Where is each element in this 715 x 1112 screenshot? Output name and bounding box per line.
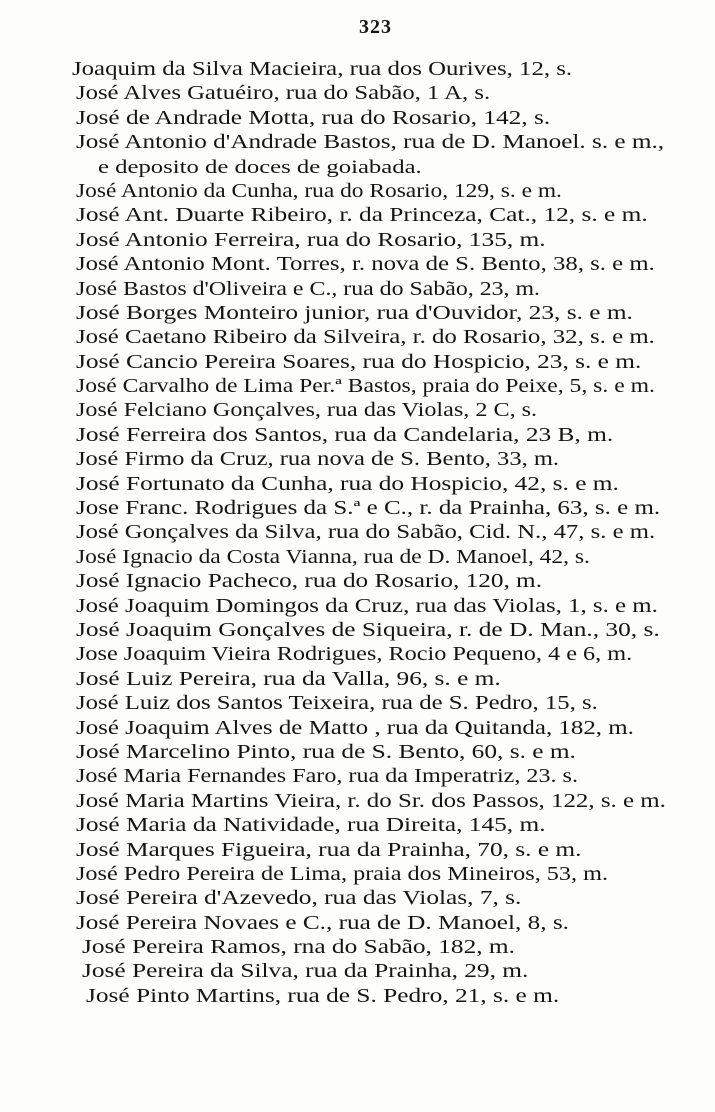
directory-entry xyxy=(0,424,715,448)
directory-entry xyxy=(0,375,715,399)
directory-entry xyxy=(0,399,715,423)
directory-entry xyxy=(0,278,715,302)
directory-entries xyxy=(0,58,715,1009)
entry-text: José Joaquim Gonçalves de Siqueira, r. de D. Man., 30, s. xyxy=(76,619,660,641)
entry-text: José Ant. Duarte Ribeiro, r. da Princeza, Cat., 12, s. e m. xyxy=(76,205,648,227)
directory-entry xyxy=(0,448,715,472)
directory-entry xyxy=(0,985,715,1009)
directory-entry xyxy=(0,302,715,326)
entry-text: José Antonio Mont. Torres, r. nova de S. Bento, 38, s. e m. xyxy=(76,254,655,276)
directory-entry xyxy=(0,741,715,765)
directory-entry xyxy=(0,960,715,984)
directory-entry xyxy=(0,473,715,497)
entry-text: José Ignacio Pacheco, rua do Rosario, 120, m. xyxy=(76,571,543,593)
directory-entry xyxy=(0,82,715,106)
directory-entry xyxy=(0,643,715,667)
entry-text: José Marques Figueira, rua da Prainha, 70, s. e m. xyxy=(76,839,582,861)
entry-text: José Maria da Natividade, rua Direita, 145, m. xyxy=(76,815,546,837)
entry-text: José Bastos d'Oliveira e C., rua do Sabão, 23, m. xyxy=(76,278,540,300)
entry-text: José Borges Monteiro junior, rua d'Ouvidor, 23, s. e m. xyxy=(76,302,633,324)
entry-text: José Ignacio da Costa Vianna, rua de D. Manoel, 42, s. xyxy=(76,546,590,568)
entry-text: José Luiz dos Santos Teixeira, rua de S. Pedro, 15, s. xyxy=(76,693,598,715)
entry-text: José Pereira da Silva, rua da Prainha, 29, m. xyxy=(82,961,529,983)
entry-text: José Antonio da Cunha, rua do Rosario, 129, s. e m. xyxy=(76,180,562,202)
directory-entry xyxy=(0,936,715,960)
directory-entry xyxy=(0,204,715,228)
directory-entry xyxy=(0,595,715,619)
directory-entry xyxy=(0,546,715,570)
entry-text: José Antonio d'Andrade Bastos, rua de D. Manoel. s. e m., xyxy=(76,132,665,154)
entry-text: José de Andrade Motta, rua do Rosario, 142, s. xyxy=(76,107,551,129)
entry-text: José Pereira Novaes e C., rua de D. Manoel, 8, s. xyxy=(76,912,569,934)
entry-text: José Gonçalves da Silva, rua do Sabão, Cid. N., 47, s. e m. xyxy=(76,522,656,544)
directory-entry xyxy=(0,717,715,741)
entry-text: e deposito de doces de goiabada. xyxy=(98,156,422,178)
directory-entry xyxy=(0,887,715,911)
entry-text: José Pedro Pereira de Lima, praia dos Mineiros, 53, m. xyxy=(76,863,609,885)
directory-entry xyxy=(0,570,715,594)
directory-entry xyxy=(0,619,715,643)
entry-text: Jose Joaquim Vieira Rodrigues, Rocio Pequeno, 4 e 6, m. xyxy=(76,644,633,666)
entry-text: José Firmo da Cruz, rua nova de S. Bento, 33, m. xyxy=(76,449,560,471)
directory-entry xyxy=(0,814,715,838)
directory-entry xyxy=(0,180,715,204)
page-number: 323 xyxy=(359,16,392,38)
directory-entry xyxy=(0,351,715,375)
entry-text: José Joaquim Domingos da Cruz, rua das Violas, 1, s. e m. xyxy=(76,595,658,617)
entry-text: José Luiz Pereira, rua da Valla, 96, s. e m. xyxy=(76,668,501,690)
directory-entry xyxy=(0,912,715,936)
entry-text: José Ferreira dos Santos, rua da Candelaria, 23 B, m. xyxy=(76,424,614,446)
directory-entry xyxy=(0,521,715,545)
directory-entry xyxy=(0,131,715,155)
directory-entry xyxy=(0,229,715,253)
entry-text: José Joaquim Alves de Matto , rua da Quitanda, 182, m. xyxy=(76,717,634,739)
entry-text: José Antonio Ferreira, rua do Rosario, 135, m. xyxy=(76,229,546,251)
directory-entry xyxy=(0,863,715,887)
directory-entry xyxy=(0,253,715,277)
entry-text: José Maria Martins Vieira, r. do Sr. dos Passos, 122, s. e m. xyxy=(76,790,666,812)
directory-entry xyxy=(0,790,715,814)
directory-entry xyxy=(0,668,715,692)
entry-text: José Fortunato da Cunha, rua do Hospicio, 42, s. e m. xyxy=(76,473,619,495)
directory-entry xyxy=(0,497,715,521)
directory-entry xyxy=(0,692,715,716)
entry-text: José Pereira Ramos, rna do Sabão, 182, m. xyxy=(82,937,515,959)
entry-text: Joaquim da Silva Macieira, rua dos Ourives, 12, s. xyxy=(72,59,573,80)
directory-entry xyxy=(0,107,715,131)
entry-text: José Marcelino Pinto, rua de S. Bento, 60, s. e m. xyxy=(76,741,576,763)
directory-entry xyxy=(0,58,715,82)
entry-text: Jose Franc. Rodrigues da S.ª e C., r. da Prainha, 63, s. e m. xyxy=(76,498,661,520)
entry-text: José Pinto Martins, rua de S. Pedro, 21, s. e m. xyxy=(86,985,560,1007)
entry-text: José Caetano Ribeiro da Silveira, r. do Rosario, 32, s. e m. xyxy=(76,327,655,349)
entry-text: José Carvalho de Lima Per.ª Bastos, praia do Peixe, 5, s. e m. xyxy=(76,376,655,398)
directory-entry xyxy=(0,156,715,180)
entry-text: José Maria Fernandes Faro, rua da Imperatriz, 23. s. xyxy=(76,766,578,788)
entry-text: José Pereira d'Azevedo, rua das Violas, 7, s. xyxy=(76,888,522,910)
directory-entry xyxy=(0,765,715,789)
directory-entry xyxy=(0,326,715,350)
entry-text: José Felciano Gonçalves, rua das Violas, 2 C, s. xyxy=(76,400,538,422)
entry-text: José Alves Gatuéiro, rua do Sabão, 1 A, s. xyxy=(76,83,491,105)
entry-text: José Cancio Pereira Soares, rua do Hospicio, 23, s. e m. xyxy=(76,351,642,373)
directory-entry xyxy=(0,839,715,863)
